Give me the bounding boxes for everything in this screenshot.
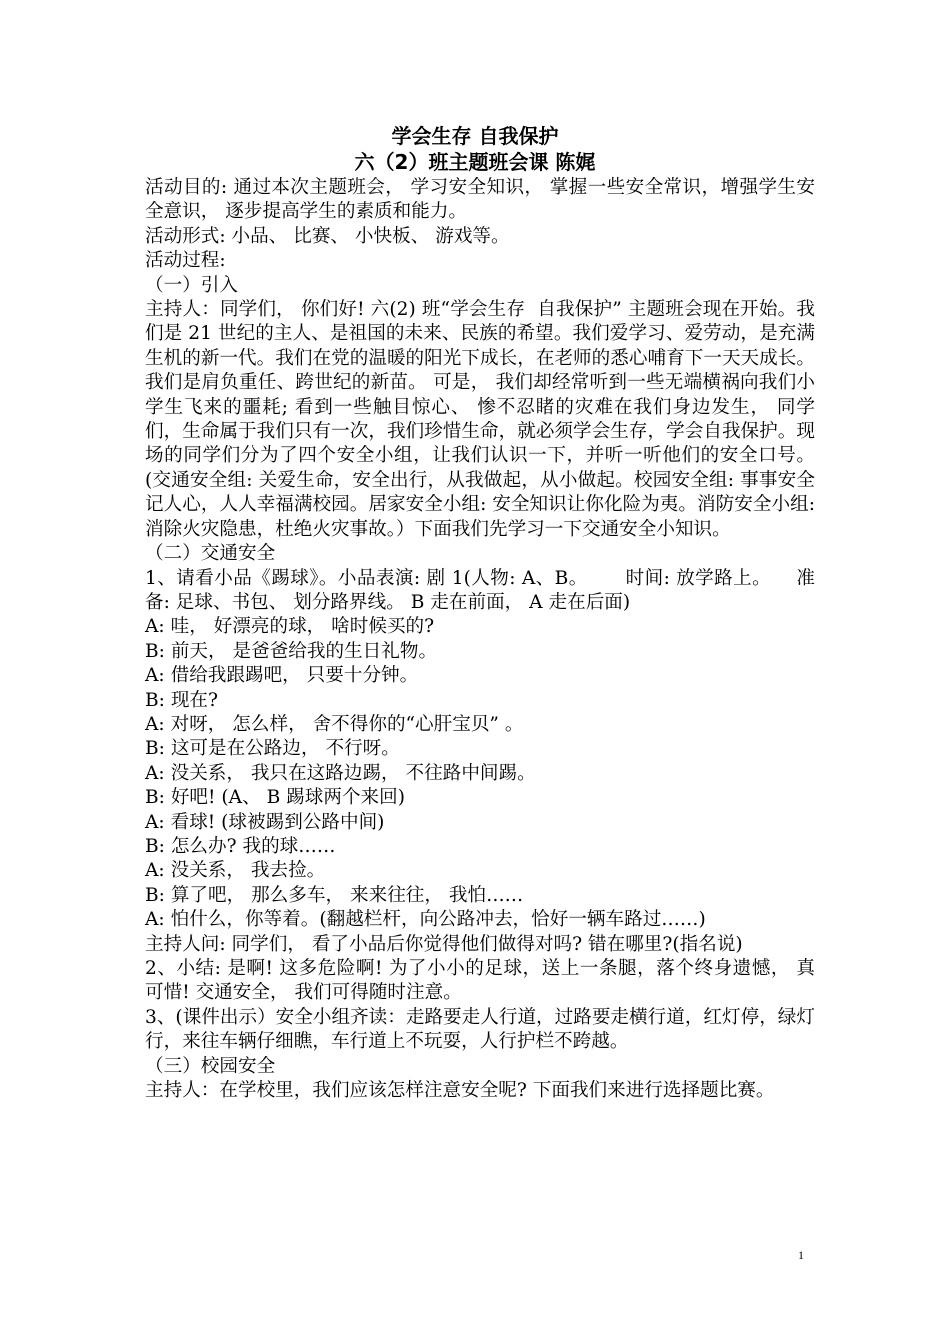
section-heading-campus: （三）校园安全 <box>145 1055 276 1077</box>
dialogue-line: A: 借给我跟踢吧， 只要十分钟。 <box>145 665 419 687</box>
dialogue-line: A: 哇， 好漂亮的球， 啥时候买的? <box>145 616 435 638</box>
dialogue-line: B: 前天， 是爸爸给我的生日礼物。 <box>145 640 438 662</box>
dialogue-line: B: 怎么办? 我的球…… <box>145 835 336 857</box>
paragraph-skit-intro: 1、请看小品《踢球》。小品表演: 剧 1(人物: A、B。 时间: 放学路上。 准备: 足球、书包、 划分路界线。 B 走在前面， A 走在后面) <box>145 567 815 613</box>
dialogue-line: B: 算了吧， 那么多车， 来来往往， 我怕…… <box>145 884 524 906</box>
paragraph-host-question: 主持人问: 同学们， 看了小品后你觉得他们做得对吗? 错在哪里?(指名说) <box>145 933 743 955</box>
paragraph-format: 活动形式: 小品、 比赛、 小快板、 游戏等。 <box>145 225 510 247</box>
dialogue-line: B: 现在? <box>145 689 218 711</box>
dialogue-line: A: 怕什么，你等着。(翻越栏杆，向公路冲去，恰好一辆车路过……) <box>145 909 706 931</box>
paragraph-host-intro: 主持人：同学们， 你们好! 六(2) 班“学会生存 自我保护” 主题班会现在开始。我们是 21 世纪的主人、是祖国的未来、民族的希望。我们爱学习、爱劳动，是充满生机的新一代。我们在党的温暖的阳光下成长，在老师的悉心哺育下一天天成长。我们是肩负重任、跨世纪的新苗。 可是， 我们却经常听到一些无端横祸向我们小学生飞来的噩耗; 看到一些触目惊心、 惨不忍睹的灾难在我们身边发生， 同学们，生命属于我们只有一次，我们珍惜生命，就必须学会生存，学会自我保护。现场的同学们分为了四个安全小组，让我们认识一下，并听一听他们的安全口号。(交通安全组: 关爱生命，安全出行，从我做起，从小做起。校园安全组: 事事安全记人心，人人幸福满校园。居家安全小组: 安全知识让你化险为夷。消防安全小组: 消除火灾隐患，杜绝火灾事故。）下面我们先学习一下交通安全小知识。 <box>145 299 821 540</box>
dialogue-line: B: 好吧! (A、 B 踢球两个来回) <box>145 787 405 809</box>
dialogue-line: A: 看球! (球被踢到公路中间) <box>145 811 385 833</box>
document-body <box>145 176 821 1103</box>
paragraph-group-reading: 3、(课件出示）安全小组齐读：走路要走人行道，过路要走横行道，红灯停，绿灯行，来往车辆仔细瞧，车行道上不玩耍，人行护栏不跨越。 <box>145 1006 815 1053</box>
dialogue-line: A: 没关系， 我去捡。 <box>145 860 326 882</box>
document-subtitle: 六（2）班主题班会课 陈娓 <box>354 150 596 174</box>
section-heading-intro: （一）引入 <box>145 274 238 296</box>
dialogue-line: A: 对呀， 怎么样， 舍不得你的“心肝宝贝” 。 <box>145 713 524 735</box>
dialogue-line: B: 这可是在公路边， 不行呀。 <box>145 738 400 760</box>
document-title: 学会生存 自我保护 <box>391 124 559 148</box>
paragraph-process-heading: 活动过程: <box>145 250 226 272</box>
paragraph-summary: 2、小结: 是啊! 这多危险啊! 为了小小的足球，送上一条腿，落个终身遗憾， 真可惜! 交通安全， 我们可得随时注意。 <box>145 958 815 1004</box>
dialogue-line: A: 没关系， 我只在这路边踢， 不往路中间踢。 <box>145 762 536 784</box>
section-heading-traffic: （二）交通安全 <box>145 543 276 565</box>
page-number: 1 <box>798 1248 804 1262</box>
paragraph-host-campus: 主持人：在学校里，我们应该怎样注意安全呢? 下面我们来进行选择题比赛。 <box>145 1080 775 1102</box>
paragraph-purpose: 活动目的: 通过本次主题班会， 学习安全知识， 掌握一些安全常识，增强学生安全意识， 逐步提高学生的素质和能力。 <box>145 177 815 223</box>
